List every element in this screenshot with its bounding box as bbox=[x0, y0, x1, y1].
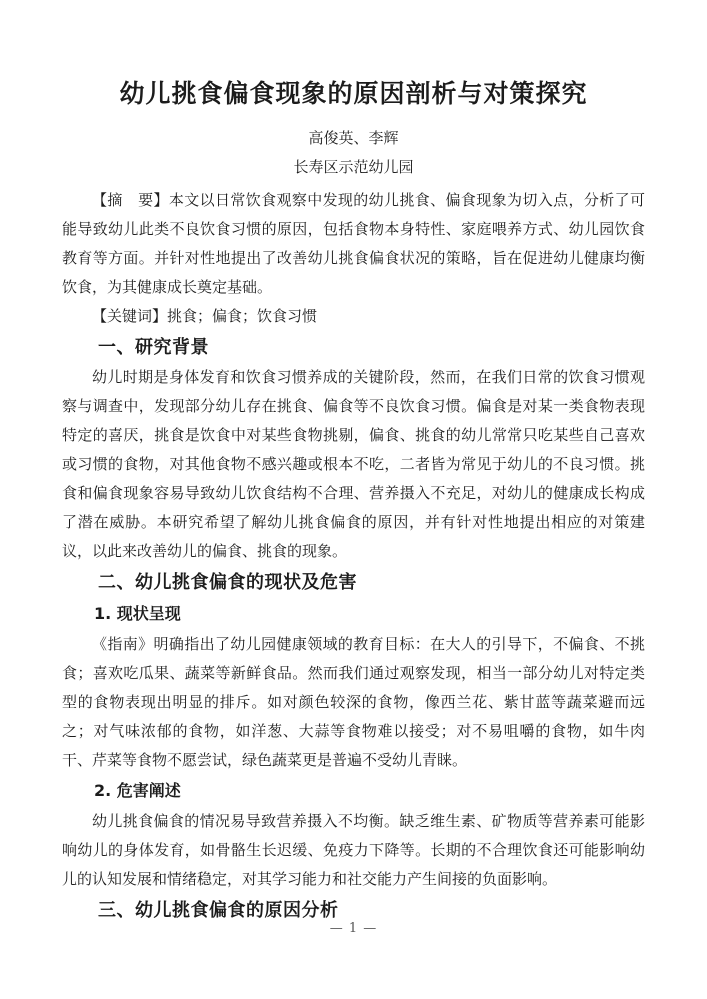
abstract-paragraph bbox=[62, 186, 645, 302]
paper-title: 幼儿挑食偏食现象的原因剖析与对策探究 bbox=[119, 79, 588, 108]
paragraph-research-background: 幼儿时期是身体发育和饮食习惯养成的关键阶段，然而，在我们日常的饮食习惯观察与调查中，发现部分幼儿存在挑食、偏食等不良饮食习惯。偏食是对某一类食物表现特定的喜厌，挑食是饮食中对某些食物挑剔，偏食、挑食的幼儿常常只吃某些自己喜欢或习惯的食物，对其他食物不感兴趣或根本不吃，二者皆为常见于幼儿的不良习惯。挑食和偏食现象容易导致幼儿饮食结构不合理、营养摄入不充足，对幼儿的健康成长构成了潜在威胁。本研究希望了解幼儿挑食偏食的原因，并有针对性地提出相应的对策建议，以此来改善幼儿的偏食、挑食的现象。 bbox=[62, 368, 645, 560]
subsection-heading-status: 1. 现状呈现 bbox=[94, 604, 181, 623]
keywords-paragraph bbox=[62, 302, 645, 331]
abstract-label: 【摘 要】 bbox=[92, 191, 169, 209]
section-heading-status-and-harm: 二、幼儿挑食偏食的现状及危害 bbox=[98, 572, 357, 593]
page-number: — 1 — bbox=[329, 921, 378, 936]
abstract-text: 本文以日常饮食观察中发现的幼儿挑食、偏食现象为切入点，分析了可能导致幼儿此类不良饮食习惯的原因，包括食物本身特性、家庭喂养方式、幼儿园饮食教育等方面。并针对性地提出了改善幼儿挑食偏食状况的策略，旨在促进幼儿健康均衡饮食，为其健康成长奠定基础。 bbox=[62, 191, 645, 296]
keywords-text: 挑食；偏食；饮食习惯 bbox=[167, 307, 318, 325]
keywords-label: 【关键词】 bbox=[92, 307, 168, 325]
section-heading-research-background: 一、研究背景 bbox=[98, 337, 209, 358]
institution-line: 长寿区示范幼儿园 bbox=[293, 158, 414, 176]
authors-line: 高俊英、李辉 bbox=[308, 129, 399, 147]
paragraph-harm: 幼儿挑食偏食的情况易导致营养摄入不均衡。缺乏维生素、矿物质等营养素可能影响幼儿的身体发育，如骨骼生长迟缓、免疫力下降等。长期的不合理饮食还可能影响幼儿的认知发展和情绪稳定，对其学习能力和社交能力产生间接的负面影响。 bbox=[62, 812, 645, 888]
paragraph-status: 《指南》明确指出了幼儿园健康领域的教育目标：在大人的引导下，不偏食、不挑食；喜欢吃瓜果、蔬菜等新鲜食品。然而我们通过观察发现，相当一部分幼儿对特定类型的食物表现出明显的排斥。如对颜色较深的食物，像西兰花、紫甘蓝等蔬菜避而远之；对气味浓郁的食物，如洋葱、大蒜等食物难以接受；对不易咀嚼的食物，如牛肉干、芹菜等食物不愿尝试，绿色蔬菜更是普遍不受幼儿青睐。 bbox=[62, 635, 645, 769]
section-heading-cause-analysis: 三、幼儿挑食偏食的原因分析 bbox=[98, 900, 339, 921]
subsection-heading-harm: 2. 危害阐述 bbox=[94, 781, 181, 800]
